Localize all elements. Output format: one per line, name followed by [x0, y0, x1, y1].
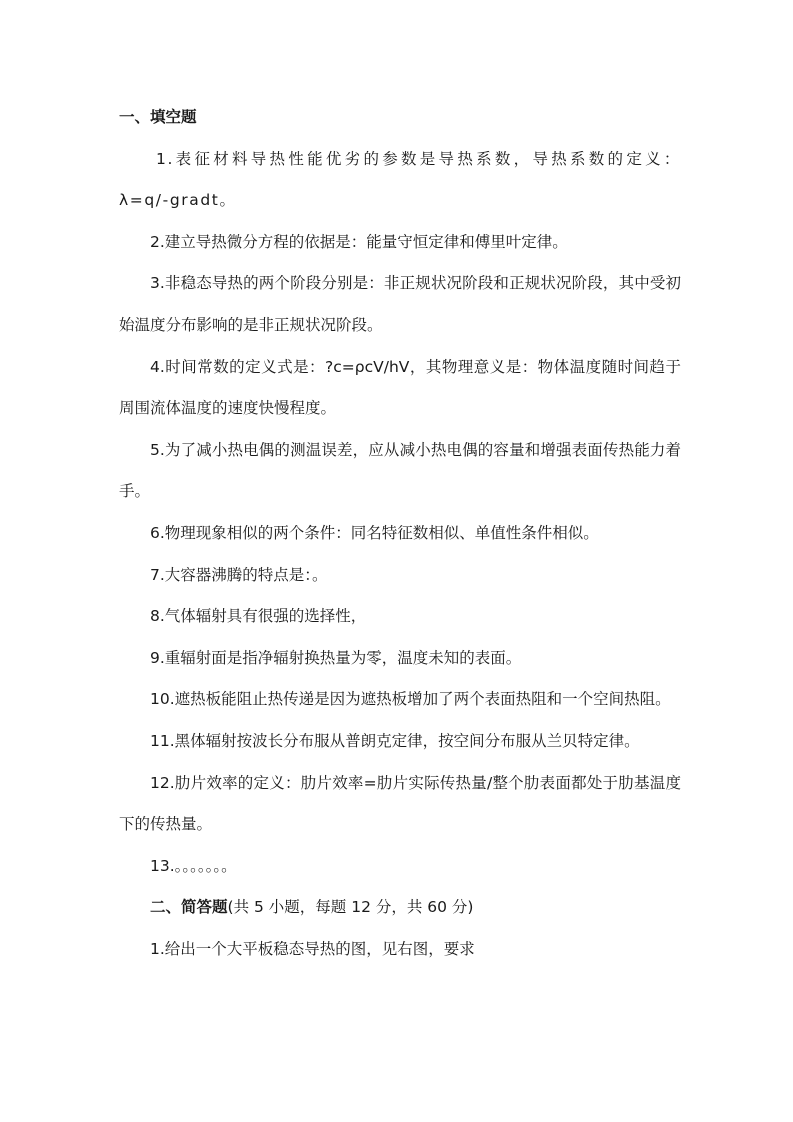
- section-2-title: 二、简答题: [150, 898, 228, 917]
- question-13: 13.。。。。。。。: [150, 856, 237, 875]
- question-11: 11.黑体辐射按波长分布服从普朗克定律，按空间分布服从兰贝特定律。: [150, 731, 640, 750]
- short-answer-1: 1.给出一个大平板稳态导热的图，见右图，要求: [150, 939, 475, 958]
- question-1: 1.表征材料导热性能优劣的参数是导热系数，导热系数的定义：λ=q/-gradt。: [119, 149, 681, 210]
- question-10: 10.遮热板能阻止热传递是因为遮热板增加了两个表面热阻和一个空间热阻。: [150, 690, 671, 709]
- question-5: 5.为了减小热电偶的测温误差，应从减小热电偶的容量和增强表面传热能力着手。: [119, 440, 681, 501]
- question-12: 12.肋片效率的定义：肋片效率=肋片实际传热量/整个肋表面都处于肋基温度下的传热量。: [119, 773, 681, 834]
- question-2: 2.建立导热微分方程的依据是：能量守恒定律和傅里叶定律。: [150, 232, 568, 251]
- question-8: 8.气体辐射具有很强的选择性，: [150, 607, 367, 626]
- section-2-heading: [119, 887, 681, 929]
- section-2-subtitle: (共 5 小题，每题 12 分，共 60 分): [227, 898, 474, 917]
- document-page: [119, 97, 681, 970]
- question-7: 7.大容器沸腾的特点是：。: [150, 565, 328, 584]
- question-9: 9.重辐射面是指净辐射换热量为零，温度未知的表面。: [150, 648, 522, 667]
- question-3: 3.非稳态导热的两个阶段分别是：非正规状况阶段和正规状况阶段，其中受初始温度分布影响的是非正规状况阶段。: [119, 274, 681, 334]
- question-4: 4.时间常数的定义式是：?c=ρcV/hV，其物理意义是：物体温度随时间趋于周围流体温度的速度快慢程度。: [119, 357, 681, 418]
- question-6: 6.物理现象相似的两个条件：同名特征数相似、单值性条件相似。: [150, 523, 599, 542]
- section-1-heading: 一、填空题: [119, 108, 197, 126]
